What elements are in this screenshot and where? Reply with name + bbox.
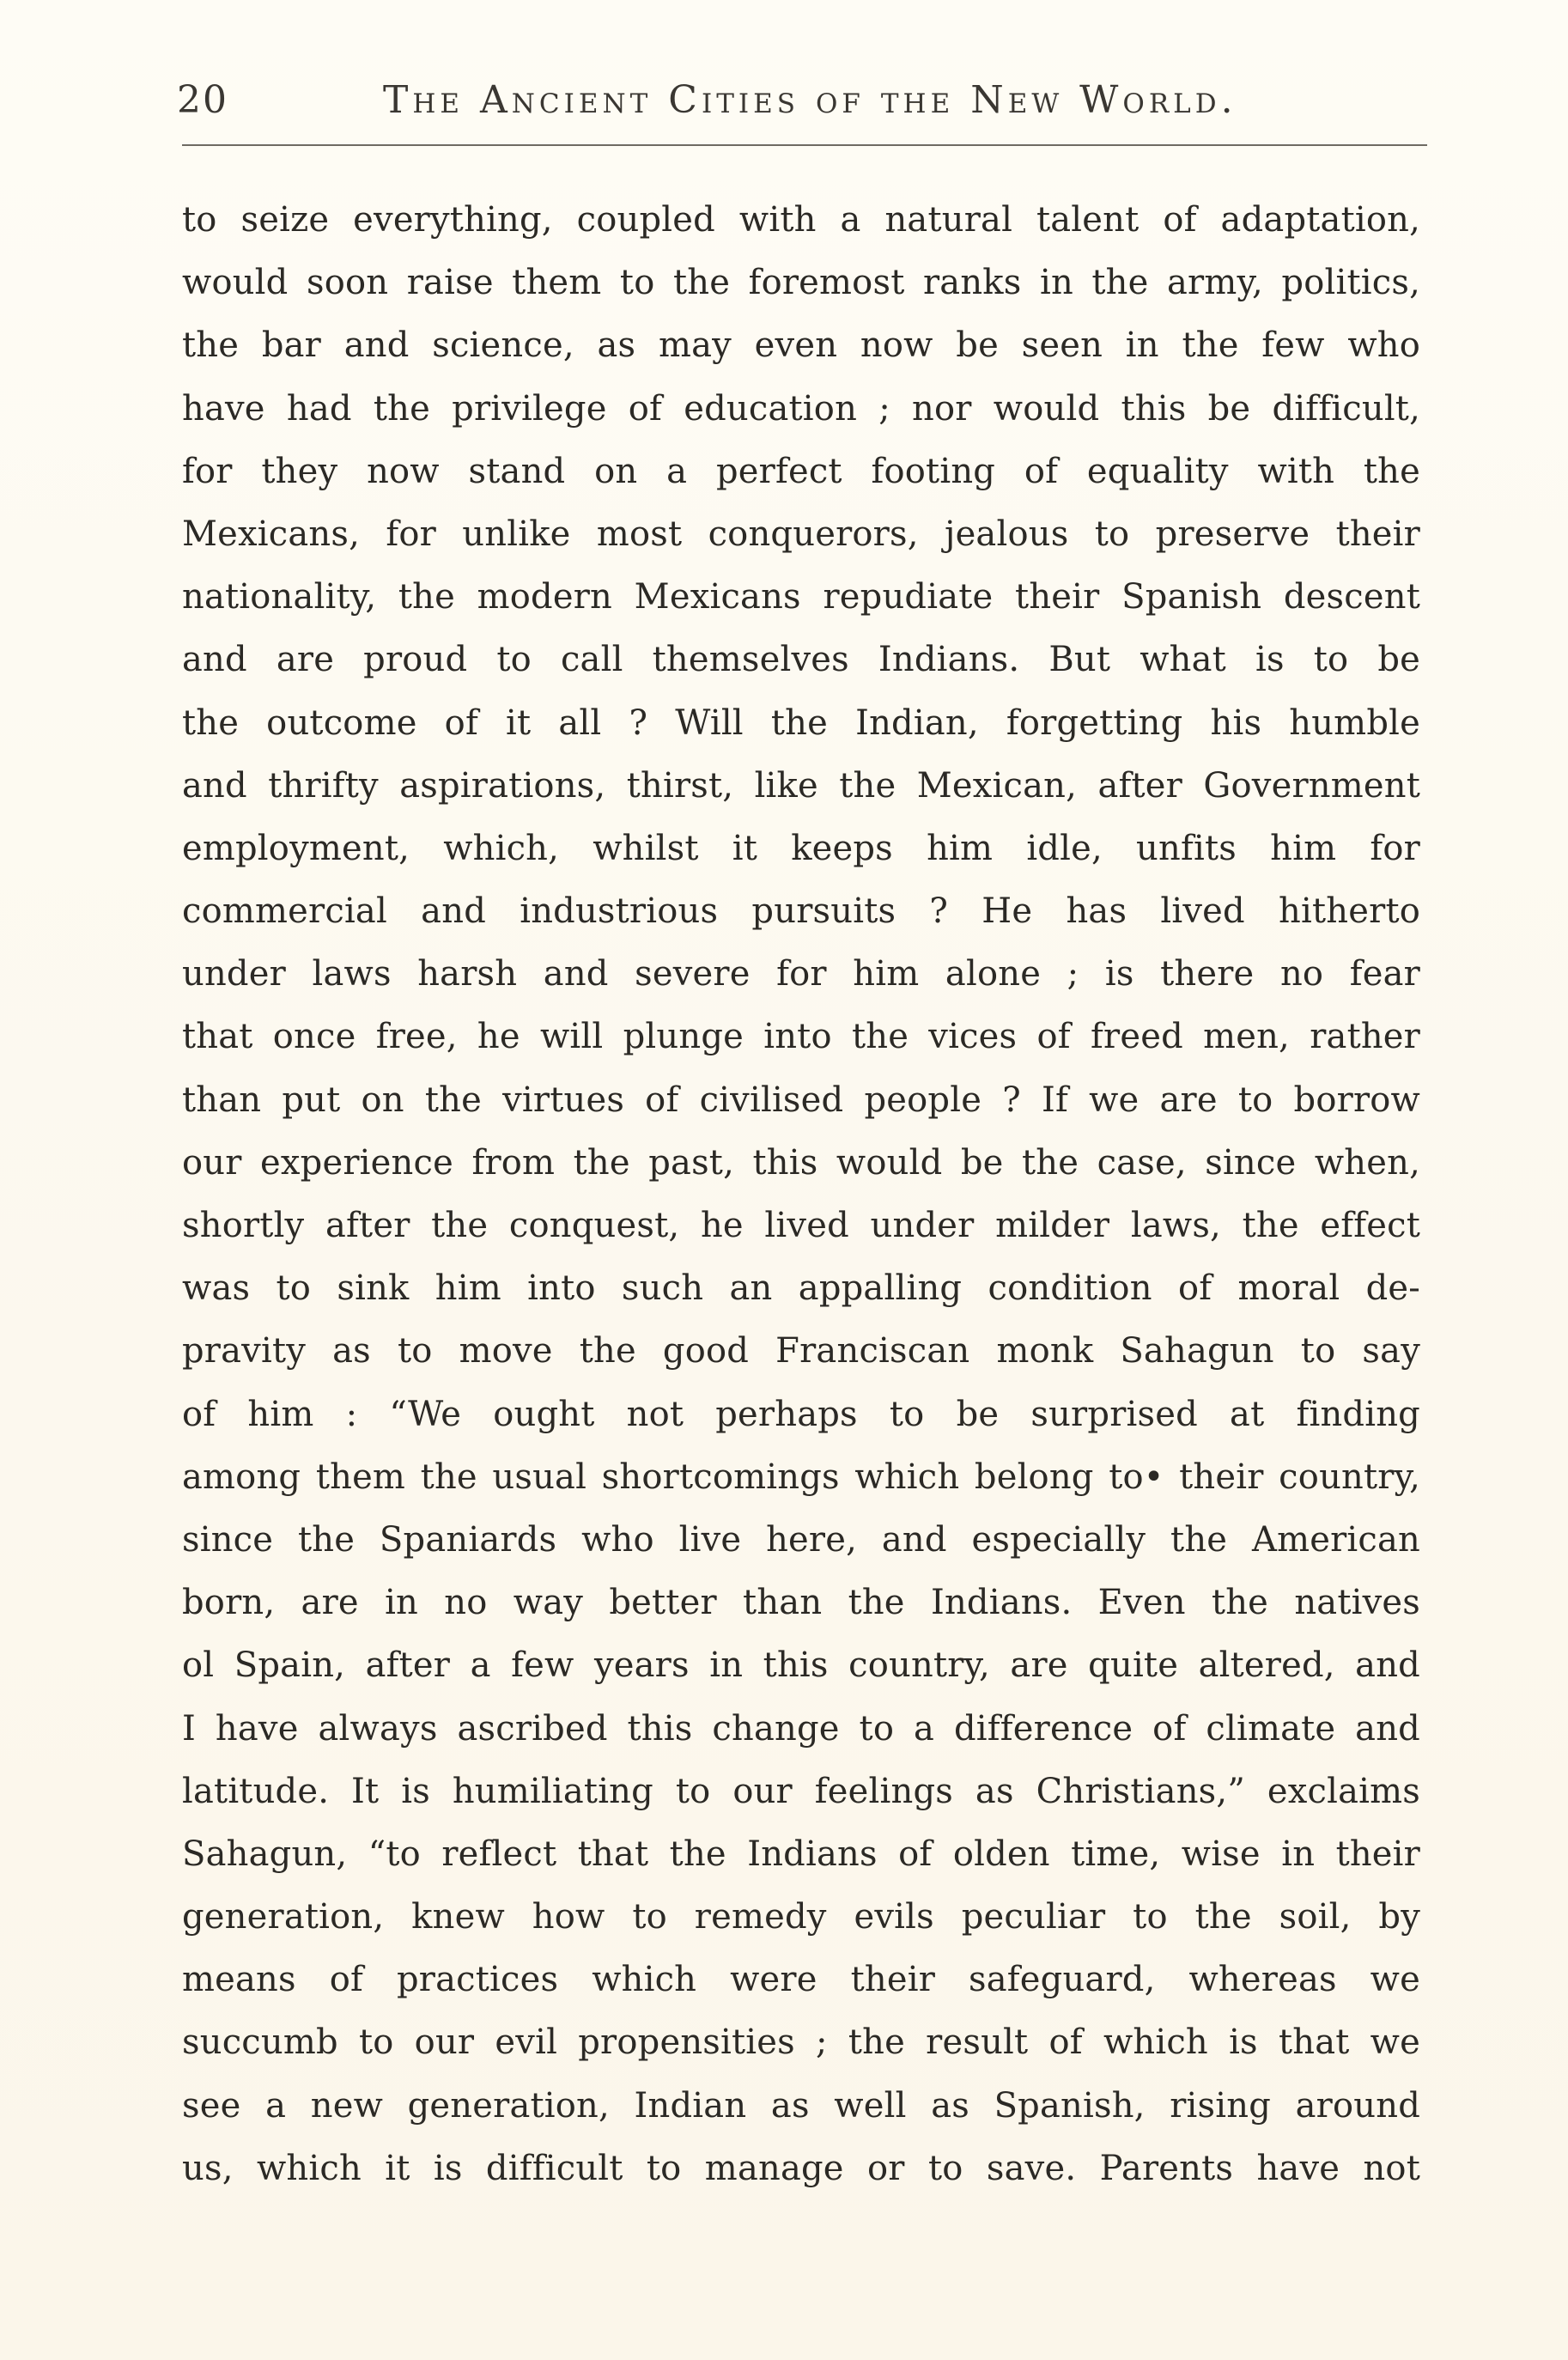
text-line: our experience from the past, this would be the case, since when, — [182, 1142, 1420, 1183]
text-line: was to sink him into such an appalling condition of moral de- — [182, 1268, 1420, 1309]
text-line: commercial and industrious pursuits ? He has lived hitherto — [182, 891, 1420, 932]
text-line: for they now stand on a perfect footing of equality with the — [182, 451, 1420, 491]
text-line: born, are in no way better than the Indians. Even the natives — [182, 1583, 1420, 1623]
text-line: than put on the virtues of civilised people ? If we are to borrow — [182, 1080, 1420, 1120]
text-line: would soon raise them to the foremost ranks in the army, politics, — [182, 263, 1420, 303]
header-rule — [182, 144, 1427, 146]
text-line: Mexicans, for unlike most conquerors, jealous to preserve their — [182, 514, 1420, 554]
page-number: 20 — [177, 78, 228, 122]
text-line: latitude. It is humiliating to our feelings as Christians,” exclaims — [182, 1771, 1420, 1811]
text-line: see a new generation, Indian as well as Spanish, rising around — [182, 2085, 1420, 2126]
text-line: pravity as to move the good Franciscan monk Sahagun to say — [182, 1331, 1420, 1372]
text-line: that once free, he will plunge into the vices of freed men, rather — [182, 1017, 1420, 1057]
text-line: have had the privilege of education ; nor would this be difficult, — [182, 388, 1420, 429]
text-line: us, which it is difficult to manage or to save. Parents have not — [182, 2148, 1420, 2188]
text-line: succumb to our evil propensities ; the result of which is that we — [182, 2022, 1420, 2063]
text-line: since the Spaniards who live here, and especially the American — [182, 1519, 1420, 1560]
text-line: among them the usual shortcomings which belong to• their country, — [182, 1457, 1420, 1497]
text-line: nationality, the modern Mexicans repudiate their Spanish descent — [182, 577, 1420, 617]
text-line: Sahagun, “to reflect that the Indians of olden time, wise in their — [182, 1834, 1420, 1874]
text-line: ol Spain, after a few years in this country, are quite altered, and — [182, 1645, 1420, 1686]
text-line: under laws harsh and severe for him alone ; is there no fear — [182, 954, 1420, 994]
text-line: and are proud to call themselves Indians. But what is to be — [182, 640, 1420, 680]
text-line: to seize everything, coupled with a natural talent of adaptation, — [182, 200, 1420, 240]
body-text — [182, 189, 1420, 2200]
text-line: generation, knew how to remedy evils peculiar to the soil, by — [182, 1897, 1420, 1937]
text-line: employment, which, whilst it keeps him idle, unfits him for — [182, 828, 1420, 868]
text-line: the outcome of it all ? Will the Indian, forgetting his humble — [182, 703, 1420, 743]
book-title: The Ancient Cities of the New World. — [383, 78, 1237, 122]
text-line: of him : “We ought not perhaps to be surprised at finding — [182, 1394, 1420, 1434]
text-line: I have always ascribed this change to a difference of climate and — [182, 1708, 1420, 1749]
text-line: means of practices which were their safeguard, whereas we — [182, 1960, 1420, 2000]
text-line: the bar and science, as may even now be seen in the few who — [182, 325, 1420, 366]
text-line: and thrifty aspirations, thirst, like the Mexican, after Government — [182, 765, 1420, 806]
running-head — [177, 70, 1422, 131]
text-line: shortly after the conquest, he lived under milder laws, the effect — [182, 1206, 1420, 1245]
